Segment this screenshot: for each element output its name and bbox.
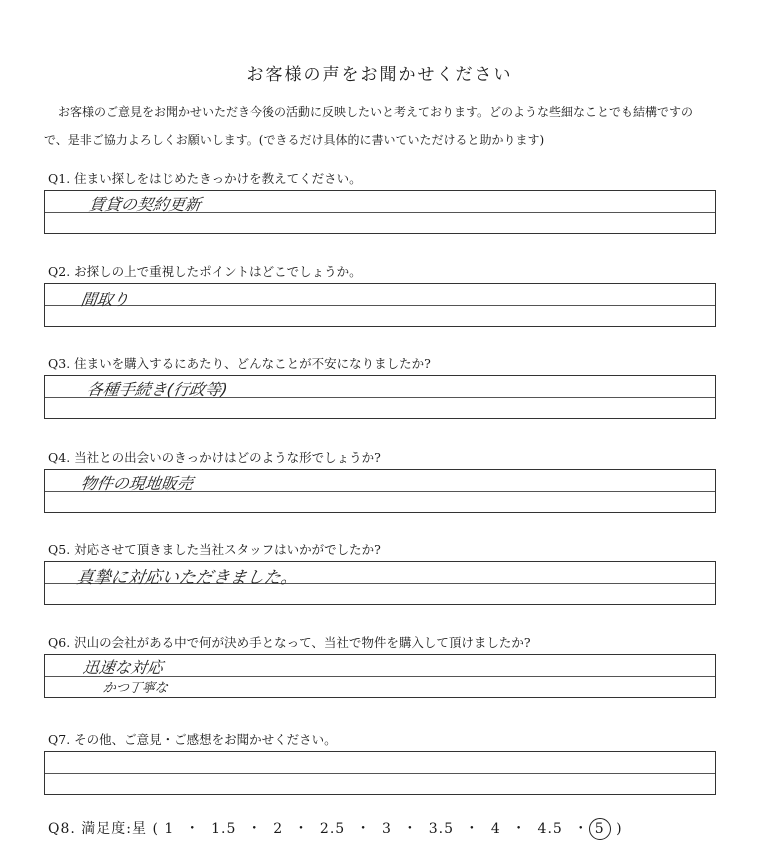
handwritten-answer: 賃貸の契約更新 <box>87 195 203 214</box>
question-3 <box>44 355 716 419</box>
question-1 <box>44 170 716 234</box>
handwritten-answer-line2: かつ丁寧な <box>101 681 169 696</box>
rating-option-selected[interactable]: 5 <box>589 818 611 840</box>
rating-option[interactable]: 1 <box>164 821 175 837</box>
answer-box[interactable] <box>44 751 716 795</box>
question-2 <box>44 263 716 327</box>
rating-close: ) <box>616 821 623 837</box>
rating-option[interactable]: 2 <box>273 821 284 837</box>
handwritten-answer: 物件の現地販売 <box>79 474 195 493</box>
question-4 <box>44 449 716 513</box>
question-label: Q5. 対応させて頂きました当社スタッフはいかがでしたか? <box>48 542 381 557</box>
rating-option[interactable]: 2.5 <box>319 821 346 837</box>
question-label: Q3. 住まいを購入するにあたり、どんなことが不安になりましたか? <box>48 356 431 371</box>
intro-text: お客様のご意見をお聞かせいただき今後の活動に反映したいと考えております。どのような些細なことでも結構ですので、是非ご協力よろしくお願いします。(できるだけ具体的に書いていただけると助かります) <box>44 105 694 147</box>
answer-box[interactable] <box>44 283 716 327</box>
satisfaction-rating: Q8. 満足度:星 ( 1 ・ 1.5 ・ 2 ・ 2.5 ・ 3 ・ 3.5 ・ 4 ・ 4.5 ・ 5 ) <box>48 818 623 840</box>
answer-box[interactable] <box>44 469 716 513</box>
question-label: Q4. 当社との出会いのきっかけはどのような形でしょうか? <box>48 450 381 465</box>
rating-option[interactable]: 1.5 <box>211 821 237 837</box>
answer-box[interactable] <box>44 375 716 419</box>
rating-option[interactable]: 3 <box>382 821 392 837</box>
question-label: Q7. その他、ご意見・ご感想をお聞かせください。 <box>48 732 337 747</box>
question-7 <box>44 731 716 795</box>
answer-box[interactable] <box>44 561 716 605</box>
question-label: Q1. 住まい探しをはじめたきっかけを教えてください。 <box>48 171 362 186</box>
rating-label: Q8. 満足度:星 ( <box>48 821 159 837</box>
question-6 <box>44 634 716 698</box>
handwritten-answer: 各種手続き(行政等) <box>85 380 229 399</box>
question-5 <box>44 541 716 605</box>
question-label: Q2. お探しの上で重視したポイントはどこでしょうか。 <box>48 264 362 279</box>
handwritten-answer: 迅速な対応 <box>81 658 165 677</box>
handwritten-answer: 間取り <box>79 290 131 309</box>
question-label: Q6. 沢山の会社がある中で何が決め手となって、当社で物件を購入して頂けましたか? <box>48 635 531 650</box>
survey-title: お客様の声をお聞かせください <box>246 65 513 85</box>
answer-box[interactable] <box>44 654 716 698</box>
rating-option[interactable]: 4.5 <box>537 821 563 837</box>
handwritten-answer: 真摯に対応いただきました。 <box>75 568 300 588</box>
rating-option[interactable]: 4 <box>490 821 501 837</box>
rating-option[interactable]: 3.5 <box>428 821 454 837</box>
answer-box[interactable] <box>44 190 716 234</box>
